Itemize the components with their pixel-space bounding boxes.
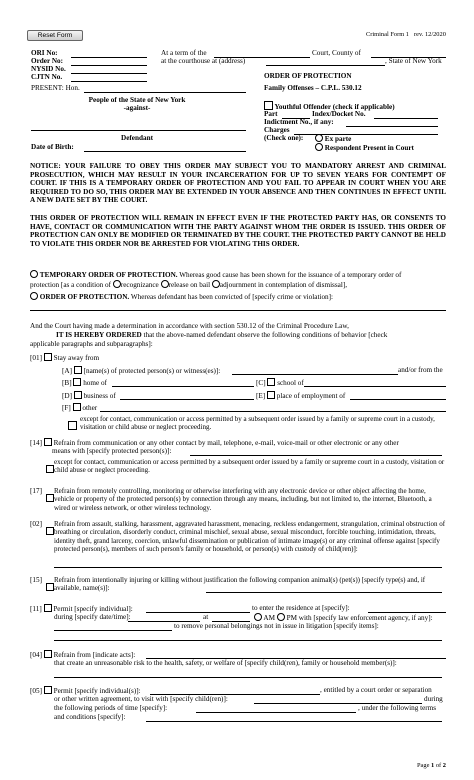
index-docket-field[interactable] (374, 118, 438, 119)
sub-a-label: [A] (62, 367, 72, 375)
paragraph-15-number: [15] (30, 576, 42, 584)
sub-e-text: place of employment of (276, 392, 346, 400)
ori-field[interactable] (71, 57, 147, 58)
sub-b-checkbox[interactable] (73, 378, 81, 386)
paragraph-04-checkbox[interactable] (44, 650, 52, 658)
paragraph-14-text: Refrain from communication or any other contact by mail, telephone, e-mail, voice-mail or other electronic or any other (53, 439, 399, 447)
sub-e-label: [E] (256, 392, 266, 400)
sub-a-field[interactable] (232, 374, 398, 375)
paragraph-05-permit: Permit [specify individual(s)]: (53, 687, 141, 695)
paragraph-05-line4: and conditions [specify]: (54, 713, 126, 721)
sub-f-checkbox[interactable] (73, 403, 81, 411)
sub-c-label: [C] (256, 379, 266, 387)
sub-f-field[interactable] (100, 411, 446, 412)
present-label: PRESENT: Hon. (31, 84, 80, 92)
paragraph-14-field[interactable] (190, 455, 442, 456)
dob-field[interactable] (84, 151, 246, 152)
paragraph-14-checkbox[interactable] (44, 438, 52, 446)
indictment-field[interactable] (346, 126, 438, 127)
page-number: 1 (431, 762, 435, 769)
defendant-label: Defendant (121, 134, 153, 142)
paragraph-01-row (30, 353, 99, 363)
paragraph-02-checkbox-wrap (46, 521, 54, 539)
people-caption: People of the State of New York (88, 96, 186, 104)
respondent-present-option[interactable] (315, 143, 414, 153)
sub-b-row (62, 378, 107, 388)
temporary-order-row (30, 270, 401, 280)
sub-d-row (62, 391, 116, 401)
youthful-offender-checkbox[interactable] (264, 101, 273, 110)
adjournment-label: adjournment in contemplation of dismissal], (219, 281, 348, 289)
court-county-label: Court, County of (312, 49, 361, 57)
paragraph-04-number: [04] (30, 651, 42, 659)
paragraph-14-except-text: except for contact, communication or access permitted by a subsequent order issued by a family or supreme court in a custody, visitation or child abuse or neglect proceeding. (54, 458, 445, 475)
paragraph-01-except-checkbox[interactable] (68, 421, 77, 430)
sub-d-label: [D] (62, 392, 72, 400)
paragraph-15-text: Refrain from intentionally injuring or killing without justification the following companion animal(s) (pet(s)) [specify type(s) and, if available, name(s)]: (54, 576, 426, 593)
sub-c-checkbox[interactable] (267, 378, 275, 386)
paragraph-11-checkbox[interactable] (44, 604, 52, 612)
dob-label: Date of Birth: (31, 143, 74, 151)
final-order-label: ORDER OF PROTECTION. (39, 293, 130, 301)
cjtn-field[interactable] (71, 81, 147, 82)
paragraph-02-field[interactable] (54, 567, 442, 568)
final-order-row (30, 292, 333, 302)
cjtn-label: CJTN No. (31, 73, 63, 81)
am-label: AM (263, 614, 275, 622)
youthful-offender-label: Youthful Offender (check if applicable) (274, 103, 395, 111)
against-caption: -against- (123, 104, 151, 112)
page-label: Page (417, 762, 430, 769)
order-subtitle: Family Offenses – C.P.L. 530.12 (264, 84, 362, 92)
courthouse-address-field[interactable] (266, 65, 385, 66)
hereby-ordered-row (56, 331, 387, 340)
sub-a-checkbox[interactable] (74, 366, 82, 374)
paragraph-15-field[interactable] (206, 592, 442, 593)
sub-b-field[interactable] (112, 386, 254, 387)
paragraph-05-checkbox[interactable] (44, 686, 52, 694)
paragraph-11-individual-field[interactable] (146, 612, 250, 613)
sub-d-field[interactable] (120, 399, 254, 400)
charges-label: Charges (264, 126, 290, 134)
sub-f-text: other (82, 404, 98, 412)
temporary-order-radio[interactable] (30, 270, 38, 278)
paragraph-05-conditions-field[interactable] (146, 721, 442, 722)
paragraph-05-during: during (424, 695, 443, 703)
page-of: of (435, 762, 442, 769)
determination-text: And the Court having made a determination in accordance with section 530.12 of the Criminal Procedure Law, (30, 322, 349, 330)
paragraph-17-number: [17] (30, 487, 42, 495)
paragraph-01-checkbox[interactable] (44, 353, 52, 361)
paragraph-11-remove: to remove personal belongings not in issue in litigation [specify items]: (174, 622, 379, 630)
temporary-conditions-row (30, 280, 347, 290)
temporary-condition-prefix: protection [as a condition of (30, 281, 112, 289)
temporary-order-label: TEMPORARY ORDER OF PROTECTION. (39, 271, 178, 279)
paragraph-14-line2: means with [specify protected person(s)]: (52, 447, 172, 455)
paragraph-05-entitled: , entitled by a court order or separation (320, 686, 432, 694)
paragraph-15-checkbox[interactable] (46, 583, 54, 591)
paragraph-11-enter: to enter the residence at [specify]: (252, 604, 350, 612)
hereby-ordered-text: that the above-named defendant observe the following conditions of behavior [check (143, 331, 388, 339)
nysid-field[interactable] (71, 73, 147, 74)
index-docket-label: Index/Docket No. (312, 110, 366, 118)
am-radio[interactable] (254, 613, 262, 621)
sub-a-text: [name(s) of protected person(s) or witness(es)]: (83, 367, 221, 375)
hereby-ordered-line2: applicable paragraphs and subparagraphs]: (30, 340, 153, 348)
recognizance-radio[interactable] (113, 280, 121, 288)
page-indicator (417, 762, 446, 769)
hereby-ordered-label: IT IS HEREBY ORDERED (56, 331, 142, 339)
indictment-label: Indictment No., if any: (264, 118, 334, 126)
paragraph-05-under: , under the following terms (358, 704, 437, 712)
paragraph-05-line3: the following periods of time [specify]: (54, 704, 168, 712)
paragraph-11-at: at (203, 613, 209, 621)
order-no-field[interactable] (71, 65, 147, 66)
paragraph-14-except-checkbox[interactable] (46, 465, 54, 473)
part-label: Part (264, 110, 278, 118)
paragraph-04-persons-field[interactable] (54, 677, 442, 678)
paragraph-01-except-checkbox-wrap (68, 416, 77, 434)
paragraph-11-permit: Permit [specify individual]: (53, 605, 133, 613)
reset-form-button[interactable]: Reset Form (27, 30, 83, 41)
release-on-bail-label: release on bail (168, 281, 211, 289)
notice-paragraph: NOTICE: YOUR FAILURE TO OBEY THIS ORDER MAY SUBJECT YOU TO MANDATORY ARREST AND CRIMINAL PROSECUTION, WHICH MAY RESULT IN YOUR INCARCERATION FOR UP TO SEVEN YEARS FOR CONTEMPT OF COURT. IF THIS IS A TEMPORARY ORDER OF PROTECTION AND YOU FAIL TO APPEAR IN COURT WHEN YOU ARE REQUIRED TO DO SO, THIS ORDER MAY BE EXTENDED IN YOUR ABSENCE AND THEN CONTINUES IN EFFECT UNTIL A NEW DATE SET BY THE COURT. (30, 162, 446, 205)
paragraph-01-number: [01] (30, 354, 42, 362)
final-order-radio[interactable] (30, 292, 38, 300)
adjournment-radio[interactable] (212, 280, 220, 288)
paragraph-02-text: Refrain from assault, stalking, harassment, aggravated harassment, menacing, reckless endangerment, strangulation, criminal obstruction of breathing or circulation, disorderly conduct, criminal mischief, sexual abuse, sexual misconduct, forcible touching, intimidation, threats, identity theft, grand larceny, coercion, unlawful dissemination or publication of intimate image(s) or any criminal offense against [specify protected person(s), members of such person's family or household, or person(s) with custody of child(ren)]: (54, 520, 446, 554)
effect-paragraph: THIS ORDER OF PROTECTION WILL REMAIN IN EFFECT EVEN IF THE PROTECTED PARTY HAS, OR CONSENTS TO HAVE, CONTACT OR COMMUNICATION WITH THE PARTY AGAINST WHOM THE ORDER IS ISSUED. THIS ORDER OF PROTECTION CAN ONLY BE MODIFIED OR TERMINATED BY THE COURT. THE PROTECTED PARTY CANNOT BE HELD TO VIOLATE THIS ORDER NOR BE ARRESTED FOR VIOLATING THIS ORDER. (30, 214, 446, 248)
pm-radio[interactable] (277, 613, 285, 621)
ex-parte-label: Ex parte (324, 135, 352, 143)
sub-a-row (62, 366, 220, 376)
sub-f-label: [F] (62, 404, 71, 412)
respondent-present-radio[interactable] (315, 143, 323, 151)
paragraph-02-number: [02] (30, 520, 42, 528)
sub-d-text: business of (83, 392, 116, 400)
release-on-bail-radio[interactable] (161, 280, 169, 288)
paragraph-15-checkbox-wrap (46, 577, 54, 595)
form-id: Criminal Form 1 (366, 31, 409, 38)
paragraph-04-line2: that create an unreasonable risk to the health, safety, or welfare of [specify child(ren), family or household member(s)]: (54, 659, 397, 667)
paragraph-11-during: during [specify date/time]: (54, 613, 131, 621)
sub-c-text: school of (277, 379, 304, 387)
paragraph-05-line2: or other written agreement, to visit with [specify child(ren)]: (54, 695, 228, 703)
paragraph-01-except-text: except for contact, communication or access permitted by a subsequent order issued by a family or supreme court in a custody, visitation or child abuse or neglect proceeding. (80, 415, 435, 432)
order-title: ORDER OF PROTECTION (264, 72, 352, 80)
sub-e-row (256, 391, 345, 401)
sub-d-checkbox[interactable] (74, 391, 82, 399)
state-label: , State of New York (385, 57, 442, 65)
sub-c-field[interactable] (304, 386, 446, 387)
sub-b-label: [B] (62, 379, 72, 387)
nysid-label: NYSID No. (31, 65, 66, 73)
paragraph-04-text: Refrain from [indicate acts]: (53, 651, 136, 659)
judge-field[interactable] (84, 92, 246, 93)
pm-label: PM with [specify law enforcement agency, if any]: (286, 614, 433, 622)
paragraph-02-checkbox[interactable] (46, 527, 54, 535)
paragraph-11-agency-field[interactable] (54, 630, 172, 631)
recognizance-label: recognizance (120, 281, 159, 289)
respondent-present-label: Respondent Present in Court (324, 144, 414, 152)
paragraph-14-except-checkbox-wrap (46, 459, 54, 477)
paragraph-11-items-field[interactable] (54, 640, 442, 641)
term-label: At a term of the (161, 49, 207, 57)
ex-parte-radio[interactable] (315, 134, 323, 142)
courthouse-label: at the courthouse at (address) (161, 57, 246, 65)
paragraph-17-text: Refrain from remotely controlling, monitoring or otherwise interfering with any electronic device or other object affecting the home, vehicle or property of the protected person(s) by connection through any means, including, but not limited to, the internet, Bluetooth, a wired or wireless network, or other wireless technology. (54, 487, 432, 512)
sub-c-row (256, 378, 304, 388)
paragraph-17-checkbox-wrap (46, 488, 54, 506)
defendant-name-field[interactable] (31, 130, 246, 131)
paragraph-17-checkbox[interactable] (46, 494, 54, 502)
revision-date: rev. 12/2020 (414, 31, 446, 38)
sub-a-end: and/or from the (398, 366, 443, 374)
final-order-text: Whereas defendant has been convicted of [specify crime or violation]: (130, 293, 334, 301)
sub-e-field[interactable] (350, 399, 446, 400)
sub-e-checkbox[interactable] (267, 391, 275, 399)
ori-label: ORI No: (31, 49, 58, 57)
order-no-label: Order No: (31, 57, 64, 65)
sub-b-text: home of (83, 379, 107, 387)
paragraph-11-number: [11] (30, 605, 42, 613)
paragraph-14-number: [14] (30, 439, 42, 447)
paragraph-05-number: [05] (30, 687, 42, 695)
sub-f-row (62, 403, 97, 413)
check-one-label: (Check one): (264, 134, 304, 142)
temporary-order-text: Whereas good cause has been shown for the issuance of a temporary order of (179, 271, 402, 279)
paragraph-01-stay: Stay away from (53, 354, 100, 362)
paragraph-05-periods-field[interactable] (196, 712, 356, 713)
crime-field[interactable] (30, 310, 446, 311)
page-total: 2 (442, 762, 446, 769)
